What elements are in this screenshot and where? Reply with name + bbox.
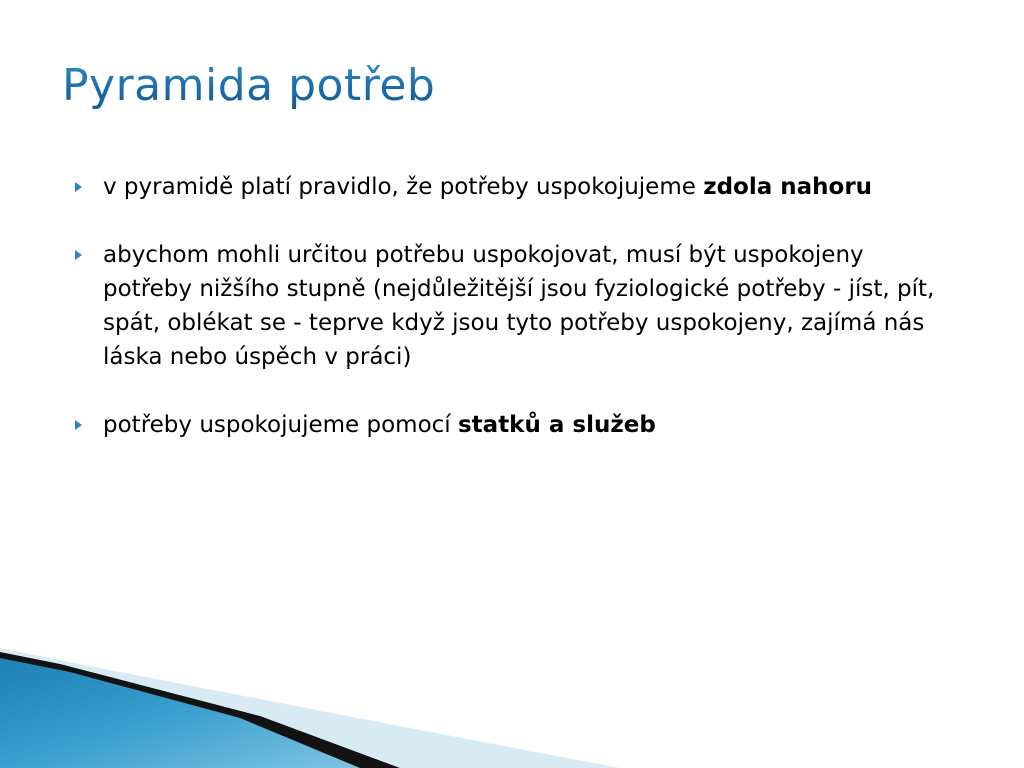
bullet-text: potřeby uspokojujeme pomocí (103, 412, 458, 438)
slide-title: Pyramida potřeb (62, 60, 436, 111)
bullet-text: abychom mohli určitou potřebu uspokojovat, musí být uspokojeny potřeby nižšího stupně (nejdůležitější jsou fyziologické potřeby - jíst, pít, spát, oblékat se - teprve když jsou tyto potřeby uspokojeny, zajímá nás láska nebo úspěch v práci) (103, 242, 935, 370)
bullet-bold-text: statků a služeb (457, 412, 656, 438)
bullet-bold-text: zdola nahoru (703, 174, 873, 200)
bullet-text: v pyramidě platí pravidlo, že potřeby uspokojujeme (103, 174, 704, 200)
